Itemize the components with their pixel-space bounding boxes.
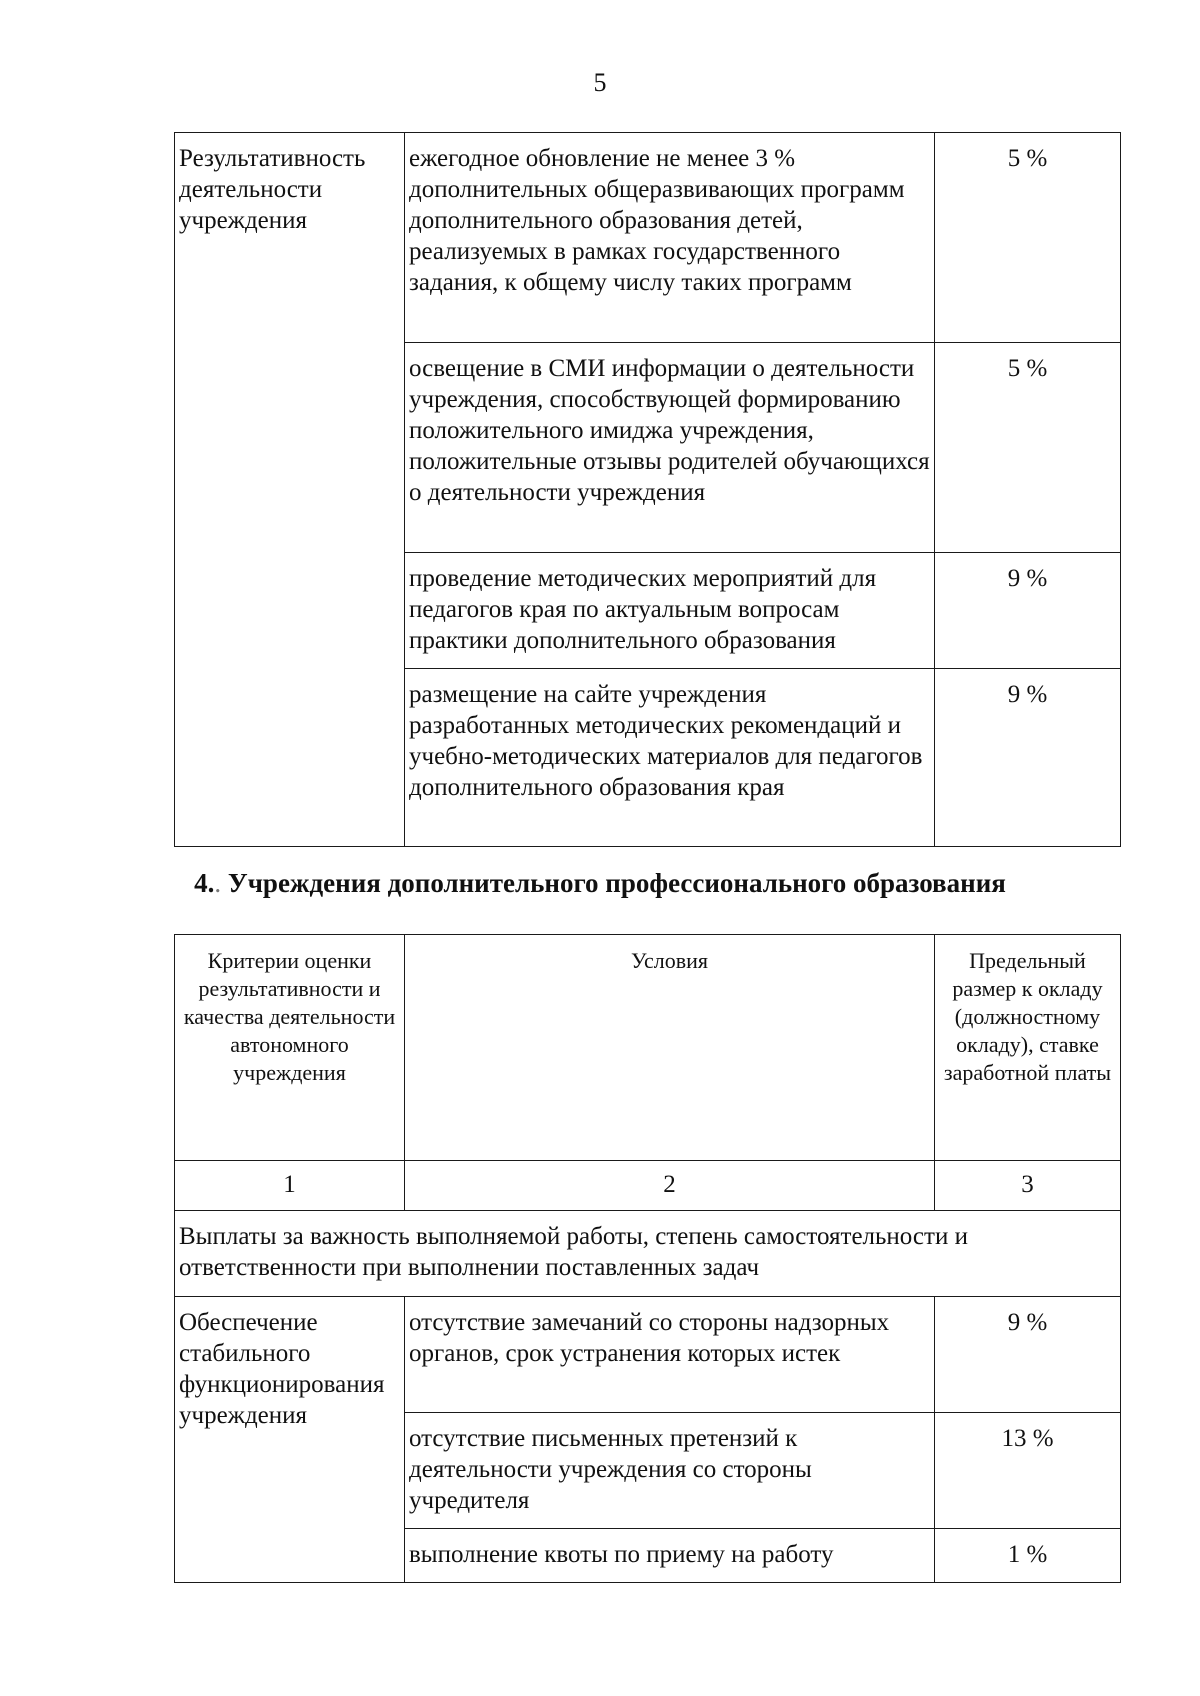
percent-cell: 5 % xyxy=(935,343,1121,553)
condition-cell: отсутствие письменных претензий к деятельности учреждения со стороны учредителя xyxy=(405,1413,935,1529)
table-row xyxy=(175,133,1121,343)
column-number-row xyxy=(175,1161,1121,1211)
criteria-table xyxy=(174,934,1121,1583)
percent-cell: 1 % xyxy=(935,1529,1121,1583)
column-number: 3 xyxy=(935,1161,1121,1211)
group-title-row xyxy=(175,1211,1121,1297)
section-separator: . xyxy=(214,868,222,898)
condition-cell: выполнение квоты по приему на работу xyxy=(405,1529,935,1583)
condition-cell: отсутствие замечаний со стороны надзорных органов, срок устранения которых истек xyxy=(405,1297,935,1413)
criteria-table-continued xyxy=(174,132,1121,847)
section-number: 4. xyxy=(194,868,215,898)
condition-cell: ежегодное обновление не менее 3 % дополнительных общеразвивающих программ дополнительного образования детей, реализуемых в рамках государственного задания, к общему числу таких программ xyxy=(405,133,935,343)
column-number: 1 xyxy=(175,1161,405,1211)
group-title: Выплаты за важность выполняемой работы, степень самостоятельности и ответственности при выполнении поставленных задач xyxy=(175,1211,1121,1297)
condition-cell: проведение методических мероприятий для педагогов края по актуальным вопросам практики дополнительного образования xyxy=(405,553,935,669)
section-heading xyxy=(0,868,1200,899)
section-title: Учреждения дополнительного профессионального образования xyxy=(227,868,1006,898)
percent-cell: 9 % xyxy=(935,669,1121,847)
condition-cell: размещение на сайте учреждения разработанных методических рекомендаций и учебно-методических материалов для педагогов дополнительного образования края xyxy=(405,669,935,847)
criterion-cell: Обеспечение стабильного функционирования учреждения xyxy=(175,1297,405,1583)
header-limit: Предельный размер к окладу (должностному окладу), ставке заработной платы xyxy=(935,935,1121,1161)
percent-cell: 9 % xyxy=(935,1297,1121,1413)
percent-cell: 13 % xyxy=(935,1413,1121,1529)
percent-cell: 5 % xyxy=(935,133,1121,343)
percent-cell: 9 % xyxy=(935,553,1121,669)
header-conditions: Условия xyxy=(405,935,935,1161)
table-header-row xyxy=(175,935,1121,1161)
page-number: 5 xyxy=(593,68,607,97)
table-row xyxy=(175,1297,1121,1413)
header-criteria: Критерии оценки результативности и качества деятельности автономного учреждения xyxy=(175,935,405,1161)
criterion-cell: Результативность деятельности учреждения xyxy=(175,133,405,847)
column-number: 2 xyxy=(405,1161,935,1211)
condition-cell: освещение в СМИ информации о деятельности учреждения, способствующей формированию положительного имиджа учреждения, положительные отзывы родителей обучающихся о деятельности учреждения xyxy=(405,343,935,553)
